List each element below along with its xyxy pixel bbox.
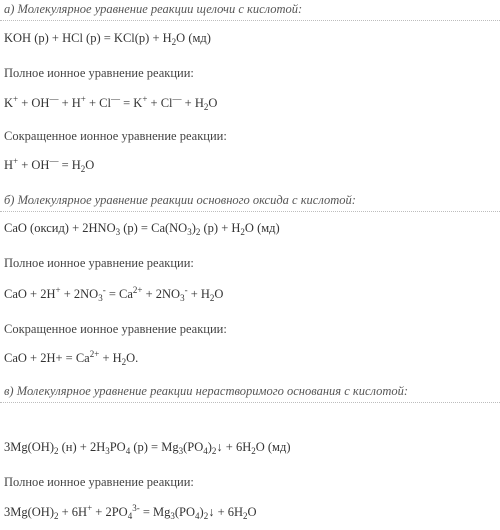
eq-text: (р) + H [200,221,241,235]
eq-text: H [4,158,14,172]
eq-sup: + [13,156,19,166]
eq-text: CaO + 2H [4,287,56,301]
eq-sub: 3 [180,293,185,303]
eq-text: 3Mg(OH) [4,505,54,519]
eq-text: CaO + 2H+ = Ca [4,351,90,365]
eq-text: O. [126,351,139,365]
eq-text: (н) + 2H [58,440,106,454]
eq-text: + OH [18,96,50,110]
eq-text: ) [207,440,212,454]
eq-sup: - [184,285,188,295]
eq-text: + OH [18,158,50,172]
eq-text: + 2NO [60,287,99,301]
eq-text: = K [120,96,143,110]
eq-sub: 2 [240,227,245,237]
eq-sup: — [111,94,120,104]
eq-text: 3Mg(OH) [4,440,54,454]
section-c-full-ionic-equation [4,505,257,520]
eq-text: + Cl [147,96,173,110]
eq-sub: 3 [170,511,175,521]
section-a-heading: а) Молекулярное уравнение реакции щелочи с кислотой: [4,2,303,16]
eq-sub: 3 [187,227,192,237]
eq-sub: 2 [121,357,127,367]
eq-sub: 2 [54,446,59,456]
eq-sub: 2 [251,446,256,456]
eq-text: ) [191,221,196,235]
eq-sub: 2 [203,511,209,521]
eq-text: + Cl [85,96,111,110]
section-b-short-ionic-equation [4,351,138,366]
eq-text: O (мд) [255,440,291,454]
eq-sub: 2 [203,102,209,112]
eq-sup: + [80,94,86,104]
eq-text: O [214,287,224,301]
eq-text: ) [199,505,204,519]
eq-sup: 2+ [89,349,100,359]
section-a-short-ionic-label: Сокращенное ионное уравнение реакции: [4,129,227,143]
section-b-full-ionic-label: Полное ионное уравнение реакции: [4,256,194,270]
eq-text: O (мд) [176,31,211,45]
eq-text: K [4,96,14,110]
eq-text: PO [109,440,126,454]
eq-sub: 4 [125,446,131,456]
eq-sup: - [102,285,106,295]
eq-text: CaO (оксид) + 2HNO [4,221,116,235]
section-a-molecular-equation [4,31,211,46]
divider [0,402,500,403]
eq-sup: + [142,94,148,104]
eq-sup: + [87,503,93,513]
eq-sup: — [172,94,182,104]
divider [0,20,500,21]
eq-text: O (мд) [244,221,280,235]
eq-text: + H [181,96,204,110]
divider [0,211,500,212]
eq-sub: 3 [98,293,103,303]
eq-text: = H [58,158,81,172]
eq-sub: 2 [54,511,59,521]
eq-sub: 2 [211,446,217,456]
eq-text: = Mg [139,505,171,519]
eq-text: O [247,505,257,519]
eq-sup: — [49,156,59,166]
eq-sub: 3 [178,446,184,456]
section-b-short-ionic-label: Сокращенное ионное уравнение реакции: [4,322,227,336]
eq-sub: 2 [171,37,177,47]
eq-sup: + [13,94,19,104]
section-a-short-ionic-equation [4,158,94,173]
section-a-full-ionic-equation [4,96,217,111]
eq-text: + H [187,287,210,301]
eq-sub: 2 [209,293,215,303]
eq-sup: + [55,285,61,295]
eq-text: + H [99,351,122,365]
eq-sup: 2+ [132,285,143,295]
eq-sub: 3 [115,227,121,237]
eq-text: + H [58,96,81,110]
eq-text: (р) = Ca(NO [120,221,188,235]
eq-text: + 2NO [142,287,181,301]
section-a-full-ionic-label: Полное ионное уравнение реакции: [4,66,194,80]
eq-text: (PO [183,440,204,454]
eq-sub: 2 [243,511,248,521]
eq-sub: 2 [80,164,86,174]
section-b-heading: б) Молекулярное уравнение реакции основного оксида с кислотой: [4,193,356,207]
eq-text: (р) = Mg [130,440,179,454]
eq-sub: 2 [195,227,201,237]
eq-sub: 4 [195,511,200,521]
section-c-molecular-equation [4,440,290,455]
eq-text: = Ca [105,287,133,301]
section-c-heading: в) Молекулярное уравнение реакции нерастворимого основания с кислотой: [4,384,409,398]
section-b-molecular-equation [4,221,280,236]
eq-sub: 3 [105,446,110,456]
eq-text: O [85,158,95,172]
eq-text: + 6H [58,505,88,519]
eq-sub: 4 [203,446,208,456]
section-b-full-ionic-equation [4,287,223,302]
eq-sup: 3- [132,503,140,513]
eq-text: (PO [174,505,196,519]
eq-text: O [208,96,218,110]
eq-sub: 4 [127,511,133,521]
eq-text: KOH (р) + HCl (р) = KCl(р) + H [4,31,172,45]
eq-text: ↓ + 6H [216,440,252,454]
eq-text: + 2PO [92,505,128,519]
eq-text: ↓ + 6H [208,505,244,519]
section-c-full-ionic-label: Полное ионное уравнение реакции: [4,475,194,489]
eq-sup: — [49,94,59,104]
